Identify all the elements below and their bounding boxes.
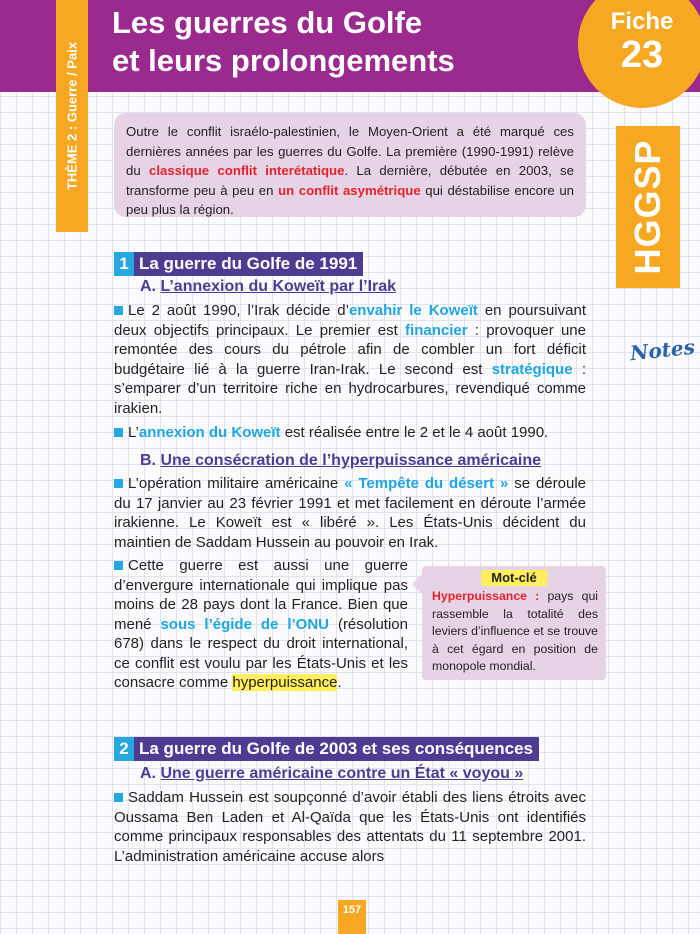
text: . bbox=[337, 674, 342, 691]
keyword-tag: Mot-clé bbox=[481, 570, 547, 586]
bullet-square bbox=[114, 793, 123, 802]
intro-text: Outre le conflit israélo-palestinien, le Moyen-Orient a été marqué ces dernières années par les guerres du Golfe. La première (1990-1991) relève du bbox=[126, 124, 574, 178]
subsection-2a bbox=[140, 765, 523, 783]
bullet-square bbox=[114, 428, 123, 437]
keyword-box-pointer bbox=[412, 574, 422, 594]
text: : s’emparer d’un territoire riche en hydrocarbures, revendiqué comme irakien. bbox=[114, 360, 586, 417]
fiche-number: 23 bbox=[620, 34, 664, 76]
subsection-letter: A. bbox=[140, 278, 161, 295]
intro-text: qui déstabilise encore un peu plus la région. bbox=[126, 182, 574, 217]
keyword-definition: pays qui rassemble la totalité des leviers d’influence et se trouve à cet égard en position de monopole mondial. bbox=[432, 589, 599, 673]
page-number: 157 bbox=[338, 900, 366, 934]
subsection-title: Une consécration de l’hyperpuissance américaine bbox=[160, 452, 542, 469]
text: (résolution 678) dans le respect du droit international, ce conflit est voulu par les États-Unis et les consacre comme bbox=[114, 615, 408, 691]
text: Le 2 août 1990, l’Irak décide d’ bbox=[128, 302, 349, 319]
subsection-letter: A. bbox=[140, 765, 161, 782]
subsection-letter: B. bbox=[140, 452, 161, 469]
keyword: financier bbox=[405, 321, 468, 339]
intro-box bbox=[114, 113, 586, 217]
subject-tab bbox=[616, 126, 680, 288]
paragraph-1a-2 bbox=[114, 423, 586, 443]
text: L’ bbox=[128, 424, 139, 441]
text: est réalisée entre le 2 et le 4 août 1990. bbox=[280, 424, 549, 441]
subsection-1a bbox=[140, 278, 396, 296]
bullet-square bbox=[114, 479, 123, 488]
keyword-term: Hyperpuissance : bbox=[432, 589, 540, 603]
keyword-box bbox=[422, 566, 606, 680]
section-2-heading bbox=[114, 737, 539, 761]
intro-keyword-interstate: classique conflit interétatique bbox=[149, 163, 345, 178]
paragraph-1a-1 bbox=[114, 301, 586, 418]
paragraph-2a-1 bbox=[114, 788, 586, 866]
intro-text: . La dernière, débutée en 2003, se transforme peu à peu en bbox=[126, 163, 574, 198]
keyword: stratégique bbox=[491, 360, 573, 378]
title-line-1: Les guerres du Golfe bbox=[112, 5, 423, 40]
title-line-2: et leurs prolongements bbox=[112, 43, 455, 78]
highlighted-term: hyperpuissance bbox=[232, 674, 338, 691]
section-number: 2 bbox=[114, 737, 134, 761]
section-1-heading bbox=[114, 252, 363, 276]
keyword: envahir le Koweït bbox=[348, 302, 478, 319]
keyword: sous l’égide de l’ONU bbox=[160, 615, 329, 633]
text: Saddam Hussein est soupçonné d’avoir établi des liens étroits avec Oussama Ben Laden et Al-Qaïda que les États-Unis ont identifiés comme principaux responsables des attentats du 11 septembre 2001. L’administration américaine accuse alors bbox=[114, 789, 586, 865]
subsection-title: L’annexion du Koweït par l’Irak bbox=[160, 278, 397, 295]
section-title: La guerre du Golfe de 2003 et ses conséquences bbox=[139, 739, 533, 758]
keyword: annexion du Koweït bbox=[138, 424, 281, 441]
text: en poursuivant deux objectifs principaux. Le premier est bbox=[114, 302, 586, 339]
text: L’opération militaire américaine bbox=[128, 475, 345, 492]
fiche-word: Fiche bbox=[610, 8, 674, 35]
section-number: 1 bbox=[114, 252, 134, 276]
text: se déroule du 17 janvier au 23 février 1991 et met facilement en déroute l’armée irakienne. Le Koweït est « libéré ». Les États-Unis décident du maintien de Saddam Hussein au pouvoir en Irak. bbox=[114, 475, 587, 551]
subsection-title: Une guerre américaine contre un État « voyou » bbox=[160, 765, 524, 782]
notes-label: Notes bbox=[628, 334, 696, 366]
bullet-square bbox=[114, 561, 123, 570]
subsection-1b bbox=[140, 452, 541, 470]
paragraph-1b-1 bbox=[114, 474, 586, 552]
text: Cette guerre est aussi une guerre d’envergure internationale qui implique pas moins de 28 pays dont la France. Bien que mené bbox=[114, 557, 408, 633]
paragraph-1b-2 bbox=[114, 556, 408, 693]
intro-keyword-asymmetric: un conflit asymétrique bbox=[278, 182, 421, 198]
subject-label: HGGSP bbox=[627, 139, 668, 275]
theme-strip bbox=[56, 0, 88, 232]
page-title bbox=[112, 4, 455, 80]
text: : provoquer une remontée des cours du pétrole afin de combler un fort déficit budgétaire lié à la guerre Iran-Irak. Le second est bbox=[114, 321, 586, 378]
keyword: « Tempête du désert » bbox=[344, 475, 509, 492]
theme-label: THÈME 2 : Guerre / Paix bbox=[64, 41, 80, 191]
section-title: La guerre du Golfe de 1991 bbox=[139, 254, 358, 273]
bullet-square bbox=[114, 306, 123, 315]
